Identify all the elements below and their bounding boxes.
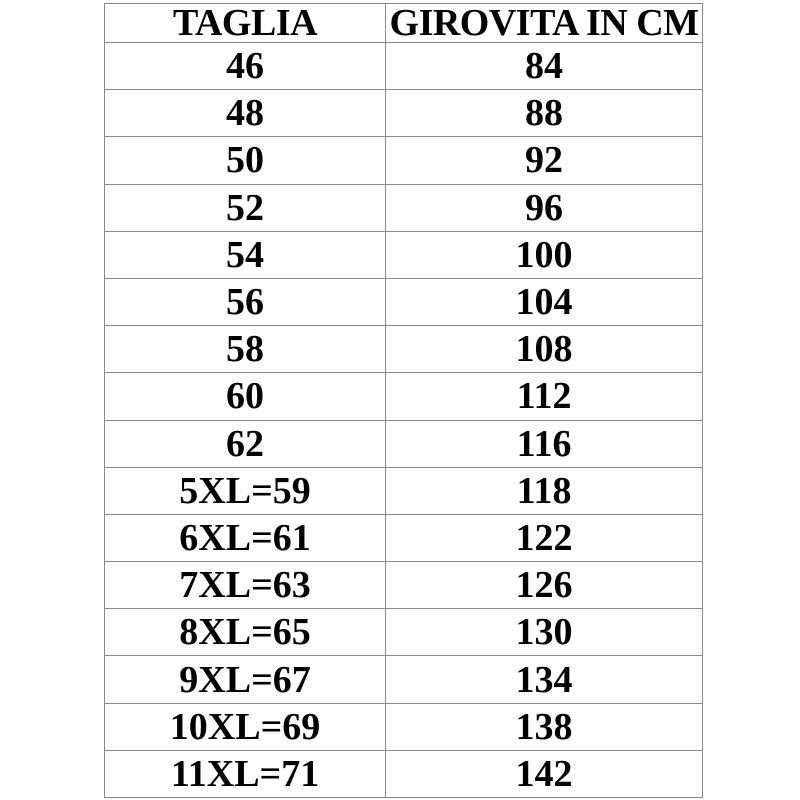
table-cell: 11XL=71 xyxy=(105,750,386,797)
table-cell: 48 xyxy=(105,90,386,137)
table-cell: 118 xyxy=(386,467,703,514)
table-cell: 84 xyxy=(386,43,703,90)
table-row xyxy=(105,137,703,184)
table-cell: 142 xyxy=(386,750,703,797)
table-row xyxy=(105,420,703,467)
table-row xyxy=(105,750,703,797)
table-row xyxy=(105,326,703,373)
table-cell: 7XL=63 xyxy=(105,562,386,609)
table-row xyxy=(105,562,703,609)
table-cell: 88 xyxy=(386,90,703,137)
table-cell: 58 xyxy=(105,326,386,373)
table-row xyxy=(105,656,703,703)
table-cell: 6XL=61 xyxy=(105,514,386,561)
table-row xyxy=(105,184,703,231)
table-cell: 108 xyxy=(386,326,703,373)
table-row xyxy=(105,278,703,325)
table-cell: 116 xyxy=(386,420,703,467)
table-row xyxy=(105,43,703,90)
header-row xyxy=(105,4,703,43)
table-row xyxy=(105,609,703,656)
table-row xyxy=(105,467,703,514)
table-row xyxy=(105,703,703,750)
table-cell: 92 xyxy=(386,137,703,184)
table-cell: 8XL=65 xyxy=(105,609,386,656)
column-header-taglia: TAGLIA xyxy=(105,4,386,43)
table-cell: 104 xyxy=(386,278,703,325)
table-cell: 130 xyxy=(386,609,703,656)
table-cell: 112 xyxy=(386,373,703,420)
table-body xyxy=(105,43,703,798)
table-cell: 138 xyxy=(386,703,703,750)
table-cell: 52 xyxy=(105,184,386,231)
table-cell: 46 xyxy=(105,43,386,90)
table-cell: 50 xyxy=(105,137,386,184)
table-cell: 126 xyxy=(386,562,703,609)
table-row xyxy=(105,231,703,278)
table-cell: 56 xyxy=(105,278,386,325)
table-cell: 134 xyxy=(386,656,703,703)
table-cell: 60 xyxy=(105,373,386,420)
table-cell: 5XL=59 xyxy=(105,467,386,514)
table-cell: 122 xyxy=(386,514,703,561)
table-row xyxy=(105,90,703,137)
table-cell: 10XL=69 xyxy=(105,703,386,750)
table-row xyxy=(105,373,703,420)
table-cell: 9XL=67 xyxy=(105,656,386,703)
size-chart-table xyxy=(104,3,703,798)
table-row xyxy=(105,514,703,561)
table-cell: 62 xyxy=(105,420,386,467)
table-cell: 100 xyxy=(386,231,703,278)
column-header-girovita: GIROVITA IN CM xyxy=(386,4,703,43)
table-cell: 96 xyxy=(386,184,703,231)
table-cell: 54 xyxy=(105,231,386,278)
